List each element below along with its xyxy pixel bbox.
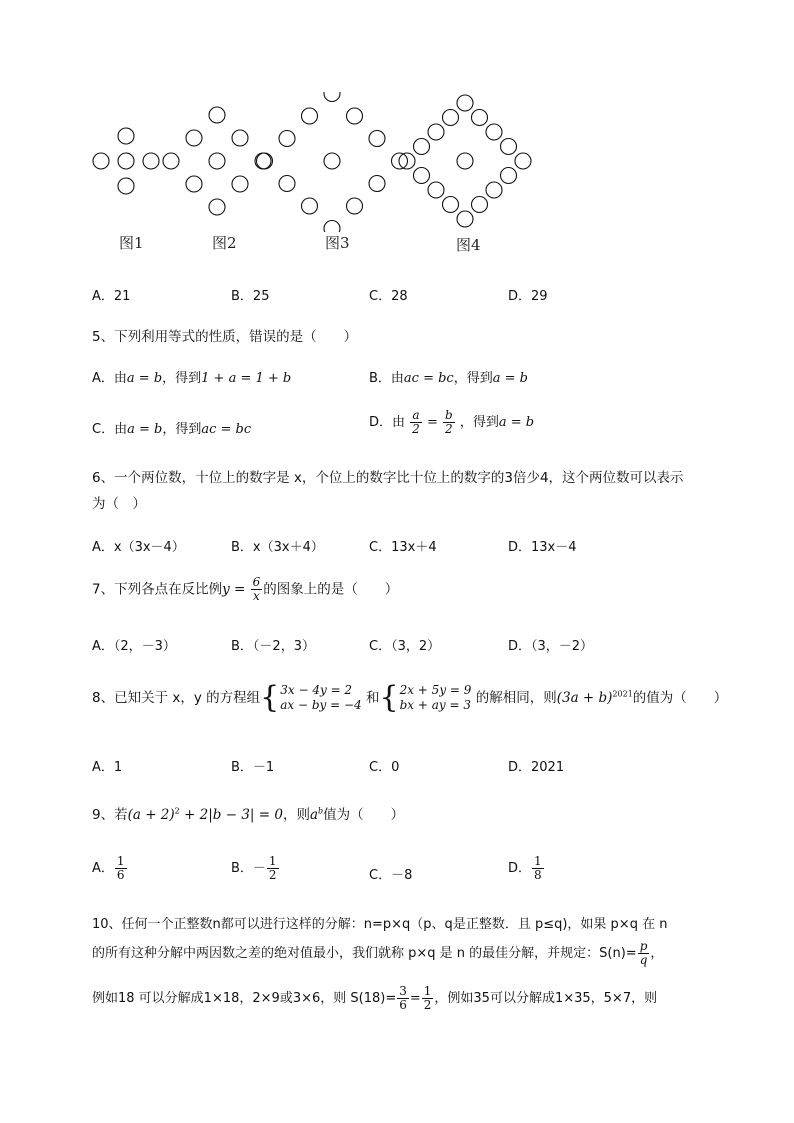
figure-4-dot	[457, 95, 473, 111]
figure-4-dot	[443, 110, 459, 126]
figure-1-caption: 图1	[119, 234, 144, 252]
q5-option-c: C．由a = b，得到ac = bc	[92, 422, 252, 437]
q5-option-a: A．由a = b，得到1 + a = 1 + b	[92, 371, 292, 386]
q8-option-b: B．－1	[231, 760, 275, 775]
figure-1-center-dot	[118, 153, 134, 169]
q9-option-c: C．－8	[369, 868, 413, 883]
q7-option-a: A．（2，－3）	[92, 639, 176, 654]
figure-3-dot	[347, 108, 363, 124]
figure-4-dot	[414, 139, 430, 155]
q8-option-d: D．2021	[508, 760, 565, 775]
figure-1-dot	[118, 178, 134, 194]
figure-4-dot	[443, 197, 459, 213]
q9-option-d: D． $\frac{1}{8}$	[508, 854, 542, 882]
figure-2-dot	[209, 199, 225, 215]
figure-3-dot	[369, 131, 385, 147]
q4-option-c: C．28	[369, 289, 408, 304]
figure-4-dot	[472, 110, 488, 126]
figure-2-dot	[209, 107, 225, 123]
q8-option-a: A．1	[92, 760, 123, 775]
figure-2-dot	[163, 153, 179, 169]
q6-option-a: A．x（3x－4）	[92, 540, 185, 555]
figure-3-caption: 图3	[325, 234, 350, 252]
q4-option-a: A．21	[92, 289, 131, 304]
q7-option-d: D．（3，－2）	[508, 639, 594, 654]
figure-2-dot	[186, 130, 202, 146]
figure-4-dot	[486, 182, 502, 198]
figure-3-dot	[324, 92, 340, 102]
figure-1-dot	[93, 153, 109, 169]
q7-option-b: B．（－2，3）	[231, 639, 315, 654]
figure-4-dot	[428, 124, 444, 140]
figure-3-dot	[302, 108, 318, 124]
figure-3-dot	[302, 198, 318, 214]
figure-3-dot	[369, 176, 385, 192]
figure-3-dot	[279, 176, 295, 192]
q7-option-c: C．（3，2）	[369, 639, 441, 654]
figure-4-center-dot	[457, 153, 473, 169]
q7-stem: 7、下列各点在反比例y = $\frac{6}{x}$ 的图象上的是（ ）	[92, 575, 399, 603]
q6-stem-line1: 6、一个两位数，十位上的数字是 x，个位上的数字比十位上的数字的3倍少4，这个两位数可以表示	[92, 470, 684, 486]
dot-pattern-figure	[85, 92, 545, 232]
figure-4-dot	[515, 153, 531, 169]
q5-option-b: B．由ac = bc，得到a = b	[369, 371, 528, 386]
q9-option-b: B．－ $\frac{1}{2}$	[231, 854, 277, 882]
figure-3-dot	[279, 131, 295, 147]
figure-2-dot	[255, 153, 271, 169]
figure-2-dot	[232, 176, 248, 192]
q6-option-d: D．13x－4	[508, 540, 577, 555]
figure-2-caption: 图2	[212, 234, 237, 252]
q9-stem: 9、若$(a + 2)^2 + 2|b - 3| = 0$，则$a^b$值为（ ）	[92, 806, 405, 823]
figure-1-dot	[143, 153, 159, 169]
figure-4-dot	[501, 168, 517, 184]
q9-option-a: A． $\frac{1}{6}$	[92, 854, 125, 882]
figure-4-dot	[428, 182, 444, 198]
figure-3-dot	[324, 221, 340, 233]
q6-option-c: C．13x＋4	[369, 540, 437, 555]
figure-4-dot	[486, 124, 502, 140]
figure-4-dot	[457, 211, 473, 227]
figure-2-dot	[186, 176, 202, 192]
q6-option-b: B．x（3x＋4）	[231, 540, 324, 555]
figure-3-dot	[347, 198, 363, 214]
figure-4-caption: 图4	[456, 236, 481, 254]
figure-1-dot	[118, 128, 134, 144]
q8-option-c: C．0	[369, 760, 400, 775]
figure-4-dot	[501, 139, 517, 155]
figure-3-dot	[257, 153, 273, 169]
figure-4-dot	[414, 168, 430, 184]
q8-stem: 8、已知关于 x，y 的方程组{3x − 4y = 2 ax − by = −4 和{2x + 5y = 9 bx + ay = 3 的解相同，则$(3a + b)^{2021}$的值为（ ）	[92, 680, 728, 715]
q10-stem-line1: 10、任何一个正整数n都可以进行这样的分解：n=p×q（p、q是正整数．且 p≤q)，如果 p×q 在 n	[92, 917, 668, 932]
q5-stem: 5、下列利用等式的性质，错误的是（ ）	[92, 329, 358, 345]
figure-2-dot	[232, 130, 248, 146]
figure-3-center-dot	[324, 153, 340, 169]
q5-option-d: D．由 $\frac{a}{2}$ = $\frac{b}{2}$ ，得到a = b	[369, 408, 535, 436]
figure-4-dot	[472, 197, 488, 213]
q10-stem-line3: 例如18 可以分解成1×18，2×9或3×6，则 S(18)= $\frac{3}{6}$ = $\frac{1}{2}$ ，例如35可以分解成1×35，5×7，则	[92, 984, 658, 1012]
q6-stem-line2: 为（ ）	[92, 496, 146, 512]
q4-option-d: D．29	[508, 289, 548, 304]
q4-option-b: B．25	[231, 289, 270, 304]
figure-2-center-dot	[209, 153, 225, 169]
q10-stem-line2: 的所有这种分解中两因数之差的绝对值最小，我们就称 p×q 是 n 的最佳分解，并规定：S(n)= $\frac{p}{q}$ ，	[92, 939, 664, 967]
